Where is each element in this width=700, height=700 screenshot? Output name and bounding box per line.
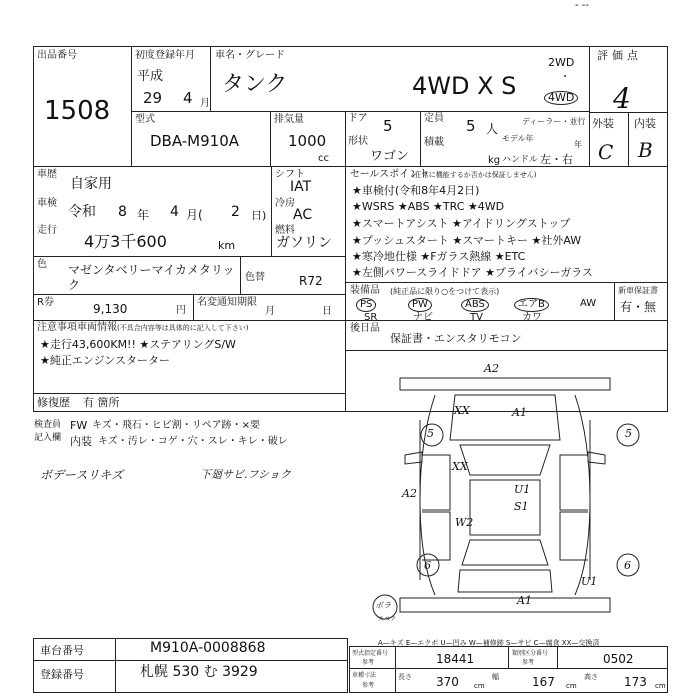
year-unit: 年 [574,140,582,149]
divider [345,166,346,412]
left-front-door [422,455,450,510]
later-items-value: 保証書・エンスタリモコン [390,332,522,345]
shift-value: IAT [290,179,312,195]
left-rear-door [422,512,450,560]
handle-value: 左・右 [540,153,573,166]
model-code-label: 型式 [135,114,155,125]
mark-left-w2: W2 [455,516,474,529]
length-unit: cm [474,682,485,690]
dim-ref: 参考 [362,682,375,689]
divider [589,46,590,166]
notice-label: 名変通知期限 [197,297,257,308]
displacement-label: 排気量 [274,114,304,125]
hood [450,395,560,440]
rear-glass [462,540,548,565]
load-unit: kg [488,155,501,166]
equip-ps: PS [356,298,376,312]
width-unit: cm [566,682,577,690]
body-type-label: 形状 [348,136,368,147]
rating-label: 評価点 [597,49,642,62]
lot-label: 出品番号 [37,50,77,61]
divider [131,111,589,112]
divider [345,350,668,351]
history-value: 自家用 [70,176,112,192]
divider [33,660,348,661]
notes-label: 注意事項車両情報 [37,322,117,333]
fuel-label: 燃料 [275,225,295,236]
repair-value: 有 箇所 [83,396,120,409]
mark-left-5: 5 [427,427,434,440]
model-year-label: モデル年 [502,134,534,143]
body-type: ワゴン [370,149,410,164]
inspection-month: 4 [170,204,179,220]
divider [240,256,241,294]
mark-roof-s1: S1 [514,500,529,513]
handnote-body: ボデースリキズ [40,468,124,482]
inspection-label: 車検 [37,198,57,209]
mark-roof-u1: U1 [514,483,531,496]
capacity-unit: 人 [486,122,499,136]
divider [349,668,668,669]
drive-dot: ・ [560,72,570,83]
warranty-label: 新車保証書 [618,286,658,295]
divider [270,111,271,166]
corner-marks: - -- [575,0,590,11]
inspection-day-unit: 日) [251,209,267,222]
inspector-row1-label: FW [70,419,88,432]
grade: 4WD X S [412,72,517,100]
doors: 5 [383,117,393,135]
registration-month-unit: 月 [200,98,210,109]
equip-airbag: エアB [514,298,549,312]
height-unit: cm [655,682,666,690]
inspection-year-unit: 年 [137,208,150,222]
notes-line-2: ★純正エンジンスターター [40,354,170,367]
width-value: 167 [532,675,555,689]
chassis-label: 車台番号 [40,644,84,657]
mark-left-a2: A2 [402,487,417,500]
exterior-label: 外装 [592,117,614,130]
mileage-unit: km [218,239,236,252]
equipment-label: 装備品 [350,285,380,296]
mark-hood-a1: A1 [512,406,527,419]
doors-label: ドア [348,113,368,124]
rating-score: 4 [613,82,631,115]
inspection-era: 令和 [68,204,96,220]
color-code-label: 色替 [245,272,265,283]
registration-month: 4 [183,89,193,107]
history-label: 車歴 [37,169,57,180]
sales-point-6: ★左側パワースライドドア ★プライバシーガラス [352,266,593,279]
divider [628,112,629,166]
divider [115,638,116,693]
model-name-label: 車名・グレード [215,50,285,61]
registration-year: 29 [143,89,163,107]
divider [271,166,272,256]
sales-points-label: セールスポイント [350,169,430,180]
divider [131,46,132,166]
equip-navi: ナビ [413,312,433,323]
notice-month: 月 [265,306,275,317]
divider [210,46,211,111]
model-name: タンク [222,72,288,97]
displacement: 1000 [288,132,327,150]
recycle-label: R券 [37,297,54,308]
recycle-value: 9,130 [93,302,128,316]
divider [33,294,345,295]
height-value: 173 [624,675,647,689]
mark-left-xx: XX [452,460,468,473]
plate-number: 札幌 530 む 3929 [140,664,258,680]
drive-2wd: 2WD [548,56,575,69]
rear-bumper [400,598,610,612]
displacement-unit: cc [318,153,329,164]
inspector-row1: キズ・飛石・ヒビ割・リペア跡・×要 [92,420,260,431]
mark-hood-xx: XX [454,404,470,417]
capacity-label: 定員 [424,113,444,124]
mark-right-u1: U1 [581,575,598,588]
right-rear-door [560,512,588,560]
dim-label: 車種寸法 [352,672,377,679]
right-body [575,395,590,595]
dealer-label: ディーラー・並行 [522,117,586,126]
divider [420,111,421,166]
class-num: 0502 [603,652,634,666]
capacity: 5 [466,117,476,135]
equipment-note: (純正品に限り○をつけて表示) [390,287,500,296]
divider [557,646,558,668]
color-label: 色 [37,259,47,270]
lot-number: 1508 [44,96,111,126]
divider [345,282,668,283]
inspector-label-2: 記入欄 [34,433,62,443]
equip-abs: ABS [461,298,489,312]
length-label: 長さ [398,673,412,681]
mark-rear-left-6: 6 [424,559,431,572]
damage-legend: A—キズ E—エクボ U—凹み W—補修跡 S—サビ C—腐食 XX—交換済 [378,639,600,647]
sales-point-5: ★寒冷地仕様 ★Fガラス熱線 ★ETC [352,250,526,263]
chassis-number: M910A-0008868 [150,640,266,656]
inspector-label-1: 検査員 [34,420,62,430]
inspection-month-unit: 月( [186,208,203,222]
shift-label: シフト [275,169,305,180]
divider [395,646,396,693]
windshield [460,445,550,475]
plate-label: 登録番号 [40,668,84,681]
right-front-door [560,455,588,510]
class-num-label: 類別区分番号 [512,650,549,657]
interior-label: 内装 [634,117,656,130]
width-label: 幅 [492,673,499,681]
divider [33,256,345,257]
equip-leather: カワ [522,312,542,323]
registration-label: 初度登録年月 [135,50,195,61]
mark-rear-a1: A1 [517,594,532,607]
color-value: マゼンタベリーマイカメタリック [68,263,235,292]
mileage-value: 4万3千600 [84,232,167,251]
notes-line-1: ★走行43,600KM!! ★ステアリングS/W [40,338,236,351]
divider [193,294,194,320]
handle-label: ハンドル [502,155,539,165]
model-num-ref: 参考 [362,659,375,666]
equip-aw: AW [580,298,597,309]
later-items-label: 後日品 [350,323,380,334]
recycle-unit: 円 [176,305,186,316]
warranty-value: 有・無 [620,300,657,314]
mileage-label: 走行 [37,225,57,236]
spare-mark: ポラ [375,601,391,610]
tailgate [458,570,552,592]
inspection-day: 2 [231,204,240,220]
repair-label: 修復歴 [37,396,70,409]
interior-grade: B [638,138,653,162]
divider [614,282,615,320]
load-label: 積載 [424,137,444,148]
model-code: DBA-M910A [150,132,240,150]
notice-day: 日 [322,306,332,317]
exterior-grade: C [598,140,614,164]
model-num: 18441 [436,652,475,666]
sales-points-note: (正常に機能するか否かは保証しません) [412,171,537,179]
inspection-year: 8 [118,204,127,220]
front-bumper [400,378,610,390]
registration-era: 平成 [137,69,164,84]
divider [33,166,668,167]
divider [345,320,668,321]
mark-rear-right-6: 6 [624,559,631,572]
sales-point-4: ★プッシュスタート ★スマートキー ★社外AW [352,234,582,247]
sales-point-1: ★車検付(令和8年4月2日) [352,184,480,197]
class-num-ref: 参考 [522,659,535,666]
spare-label: スペア [378,616,397,623]
notes-sub: (不具合内容等は具体的に記入して下さい) [117,324,249,332]
mark-right-5: 5 [625,427,632,440]
height-label: 高さ [584,673,598,681]
divider [345,111,346,166]
ac-value: AC [293,207,313,223]
equip-pw: PW [408,298,432,312]
sales-point-2: ★WSRS ★ABS ★TRC ★4WD [352,200,505,213]
model-num-label: 型式指定番号 [352,650,389,657]
inspector-row2: キズ・汚レ・コゲ・穴・スレ・キレ・破レ [98,436,288,447]
inspector-row2-label: 内装 [70,435,92,448]
length-value: 370 [436,675,459,689]
divider [33,320,345,321]
ac-label: 冷房 [275,198,295,209]
divider [33,393,345,394]
mark-front-bumper: A2 [484,362,499,375]
sales-point-3: ★スマートアシスト ★アイドリングストップ [352,217,571,230]
divider [508,646,509,668]
equip-tv: TV [470,312,483,323]
handnote-underbody: 下廻サビ.フショク [200,468,291,481]
color-code: R72 [299,274,323,288]
drive-4wd: 4WD [544,91,578,105]
fuel-value: ガソリン [276,235,332,251]
equip-sr: SR [364,312,378,323]
